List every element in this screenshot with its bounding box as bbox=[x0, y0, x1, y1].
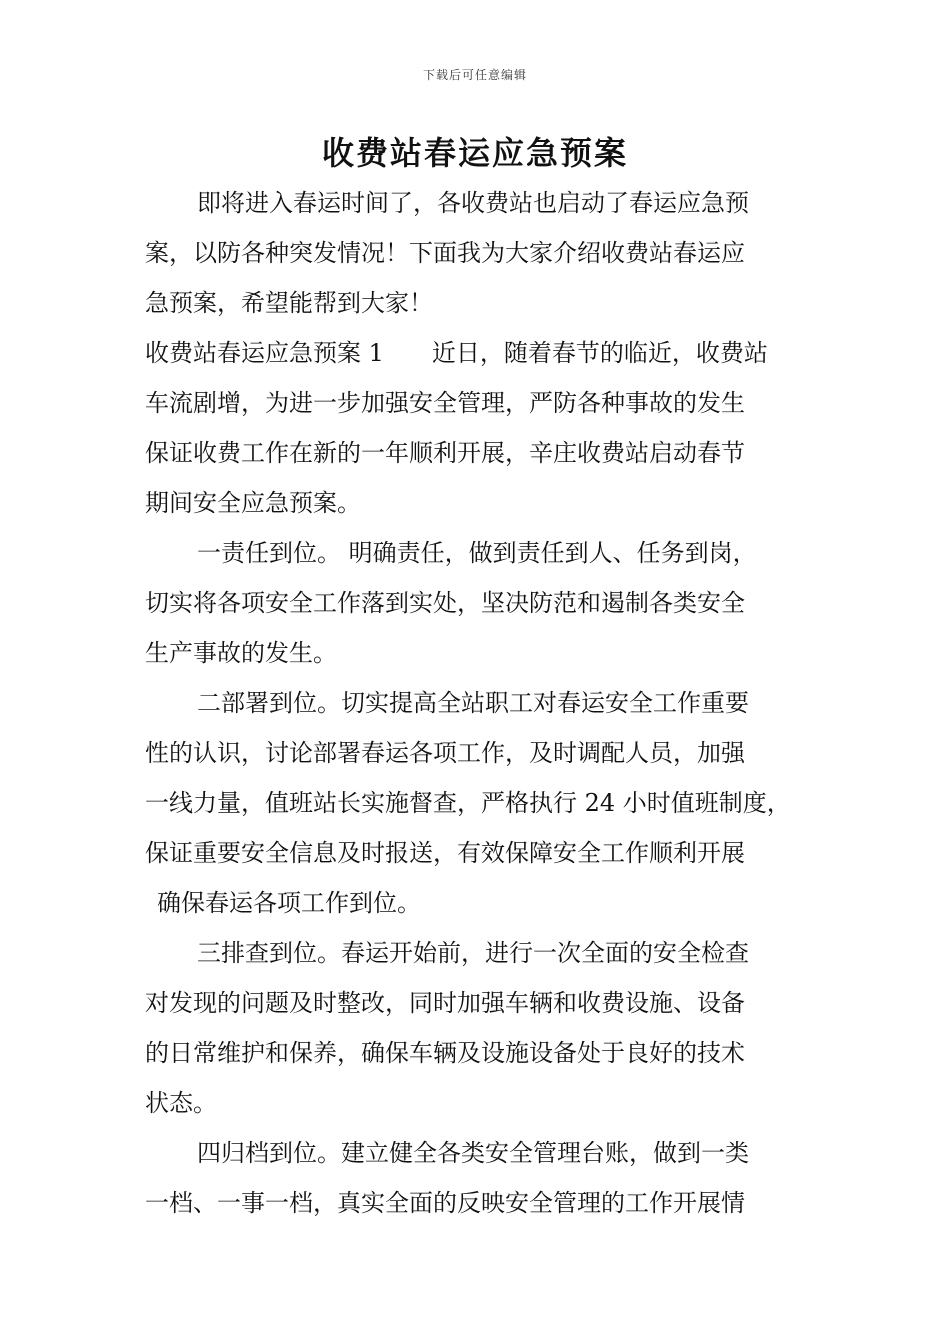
text-line: 的日常维护和保养，确保车辆及设施设备处于良好的技术 bbox=[145, 1039, 745, 1067]
text-line: 状态。 bbox=[145, 1089, 217, 1117]
header-note: 下载后可任意编辑 bbox=[422, 68, 527, 82]
text-line: 一线力量，值班站长实施督查，严格执行 24 小时值班制度， bbox=[145, 789, 791, 817]
paragraph-plan-1 bbox=[145, 328, 815, 528]
paragraph-deployment bbox=[145, 678, 815, 928]
text-line: 急预案，希望能帮到大家！ bbox=[145, 289, 433, 317]
paragraph-responsibility bbox=[145, 528, 815, 678]
text-line: 案，以防各种突发情况！下面我为大家介绍收费站春运应 bbox=[145, 239, 745, 267]
text-line: 对发现的问题及时整改，同时加强车辆和收费设施、设备 bbox=[145, 989, 745, 1017]
text-line: 性的认识，讨论部署春运各项工作，及时调配人员，加强 bbox=[145, 739, 745, 767]
paragraph-inspection bbox=[145, 928, 815, 1128]
text-line: 确保春运各项工作到位。 bbox=[157, 889, 421, 917]
text-line: 生产事故的发生。 bbox=[145, 639, 337, 667]
text-line: 一责任到位。 明确责任，做到责任到人、任务到岗， bbox=[197, 539, 757, 567]
text-line: 保证收费工作在新的一年顺利开展，辛庄收费站启动春节 bbox=[145, 439, 745, 467]
text-line: 收费站春运应急预案 1 近日，随着春节的临近，收费站 bbox=[145, 339, 768, 367]
text-line: 三排查到位。春运开始前，进行一次全面的安全检查 bbox=[197, 939, 749, 967]
text-line: 四归档到位。建立健全各类安全管理台账，做到一类 bbox=[197, 1139, 749, 1167]
text-line: 即将进入春运时间了，各收费站也启动了春运应急预 bbox=[197, 189, 749, 217]
paragraph-intro bbox=[145, 178, 815, 328]
document-body bbox=[145, 178, 815, 1228]
paragraph-archiving bbox=[145, 1128, 815, 1228]
text-line: 车流剧增，为进一步加强安全管理，严防各种事故的发生 bbox=[145, 389, 745, 417]
text-line: 期间安全应急预案。 bbox=[145, 489, 361, 517]
text-line: 一档、一事一档，真实全面的反映安全管理的工作开展情 bbox=[145, 1189, 745, 1217]
document-title: 收费站春运应急预案 bbox=[321, 134, 628, 172]
text-line: 切实将各项安全工作落到实处，坚决防范和遏制各类安全 bbox=[145, 589, 745, 617]
text-line: 保证重要安全信息及时报送，有效保障安全工作顺利开展 bbox=[145, 839, 745, 867]
text-line: 二部署到位。切实提高全站职工对春运安全工作重要 bbox=[197, 689, 749, 717]
